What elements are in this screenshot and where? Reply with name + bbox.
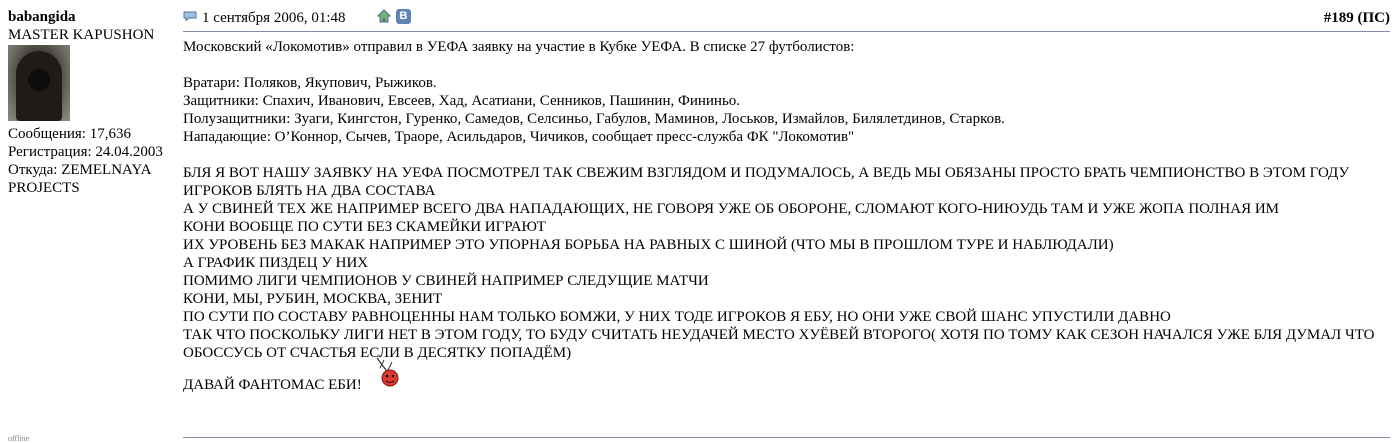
- post-closing-text: ДАВАЙ ФАНТОМАС ЕБИ!: [183, 377, 362, 393]
- post-paragraph: Нападающие: О’Коннор, Сычев, Траоре, Асильдаров, Чичиков, сообщает пресс-служба ФК "Локомотив": [183, 129, 855, 145]
- post-paragraph: КОНИ, МЫ, РУБИН, МОСКВА, ЗЕНИТ: [183, 291, 443, 307]
- post-footer-divider: [183, 437, 1390, 438]
- post-paragraph: ПОМИМО ЛИГИ ЧЕМПИОНОВ У СВИНЕЙ НАПРИМЕР СЛЕДУЩИЕ МАТЧИ: [183, 273, 709, 289]
- post-paragraph: ТАК ЧТО ПОСКОЛЬКУ ЛИГИ НЕТ В ЭТОМ ГОДУ, ТО БУДУ СЧИТАТЬ НЕУДАЧЕЙ МЕСТО ХУЁВЕЙ ВТОРОГО( ХОТЯ ПО ТОМУ КАК СЕЗОН НАЧАЛСЯ УЖЕ БЛЯ ДУМАЛ ЧТО ОБОССУСЬ ОТ СЧАСТЬЯ ЕСЛИ В ДЕСЯТКУ ПОПАДЁМ): [183, 327, 1375, 361]
- post-permalink[interactable]: #189: [1323, 10, 1354, 26]
- post-blank-line: [183, 146, 1390, 164]
- speech-bubble-icon: [183, 11, 197, 21]
- post-body: [183, 38, 1390, 362]
- home-icon[interactable]: [377, 9, 391, 23]
- post-paragraph: ПО СУТИ ПО СОСТАВУ РАВНОЦЕННЫ НАМ ТОЛЬКО БОМЖИ, У НИХ ТОДЕ ИГРОКОВ Я ЕБУ, НО ОНИ УЖЕ СВОЙ ШАНС УПУСТИЛИ ДАВНО: [183, 309, 1171, 325]
- user-messages-count: Сообщения: 17,636: [8, 126, 131, 142]
- post-paragraph: ИХ УРОВЕНЬ БЕЗ МАКАК НАПРИМЕР ЭТО УПОРНАЯ БОРЬБА НА РАВНЫХ С ШИНОЙ (ЧТО МЫ В ПРОШЛОМ ТУРЕ И НАБЛЮДАЛИ): [183, 237, 1114, 253]
- post-header: [183, 8, 1390, 32]
- post-last-line: [183, 368, 1390, 398]
- post-paragraph: ИГРОКОВ БЛЯТЬ НА ДВА СОСТАВА: [183, 183, 436, 199]
- post-paragraph: Полузащитники: Зуаги, Кингстон, Гуренко, Самедов, Селсиньо, Габулов, Маминов, Лоськов, Измайлов, Билялетдинов, Старков.: [183, 111, 1005, 127]
- smiley-icon: [374, 356, 402, 388]
- post-paragraph: Вратари: Поляков, Якупович, Рыжиков.: [183, 75, 437, 91]
- user-title: MASTER KAPUSHON: [8, 27, 155, 43]
- online-status: offline: [8, 434, 30, 443]
- avatar[interactable]: [8, 45, 70, 121]
- post-paragraph: БЛЯ Я ВОТ НАШУ ЗАЯВКУ НА УЕФА ПОСМОТРЕЛ ТАК СВЕЖИМ ВЗГЛЯДОМ И ПОДУМАЛОСЬ, А ВЕДЬ МЫ ОБЯЗАНЫ ПРОСТО БРАТЬ ЧЕМПИОНСТВО В ЭТОМ ГОДУ: [183, 165, 1350, 181]
- user-registration-date: Регистрация: 24.04.2003: [8, 144, 163, 160]
- post-ps-link[interactable]: (ПС): [1357, 10, 1390, 26]
- post-paragraph: Защитники: Спахич, Иванович, Евсеев, Хад, Асатиани, Сенников, Пашинин, Фининьо.: [183, 93, 741, 109]
- post-number: [1324, 9, 1390, 27]
- vk-share-icon[interactable]: B: [396, 9, 411, 24]
- user-info-panel: [8, 8, 178, 197]
- user-location: Откуда: ZEMELNAYA PROJECTS: [8, 162, 151, 196]
- post-paragraph: А У СВИНЕЙ ТЕХ ЖЕ НАПРИМЕР ВСЕГО ДВА НАПАДАЮЩИХ, НЕ ГОВОРЯ УЖЕ ОБ ОБОРОНЕ, СЛОМАЮТ КОГО-НИЮУДЬ ТАМ И УЖЕ ЖОПА ПОЛНАЯ ИМ: [183, 201, 1280, 217]
- post-blank-line: [183, 56, 1390, 74]
- post-paragraph: А ГРАФИК ПИЗДЕЦ У НИХ: [183, 255, 369, 271]
- post-paragraph: КОНИ ВООБЩЕ ПО СУТИ БЕЗ СКАМЕЙКИ ИГРАЮТ: [183, 219, 546, 235]
- username-link[interactable]: babangida: [8, 9, 76, 25]
- post-paragraph: Московский «Локомотив» отправил в УЕФА заявку на участие в Кубке УЕФА. В списке 27 футболистов:: [183, 39, 855, 55]
- post-date: 1 сентября 2006, 01:48: [202, 10, 346, 26]
- post: [183, 8, 1390, 398]
